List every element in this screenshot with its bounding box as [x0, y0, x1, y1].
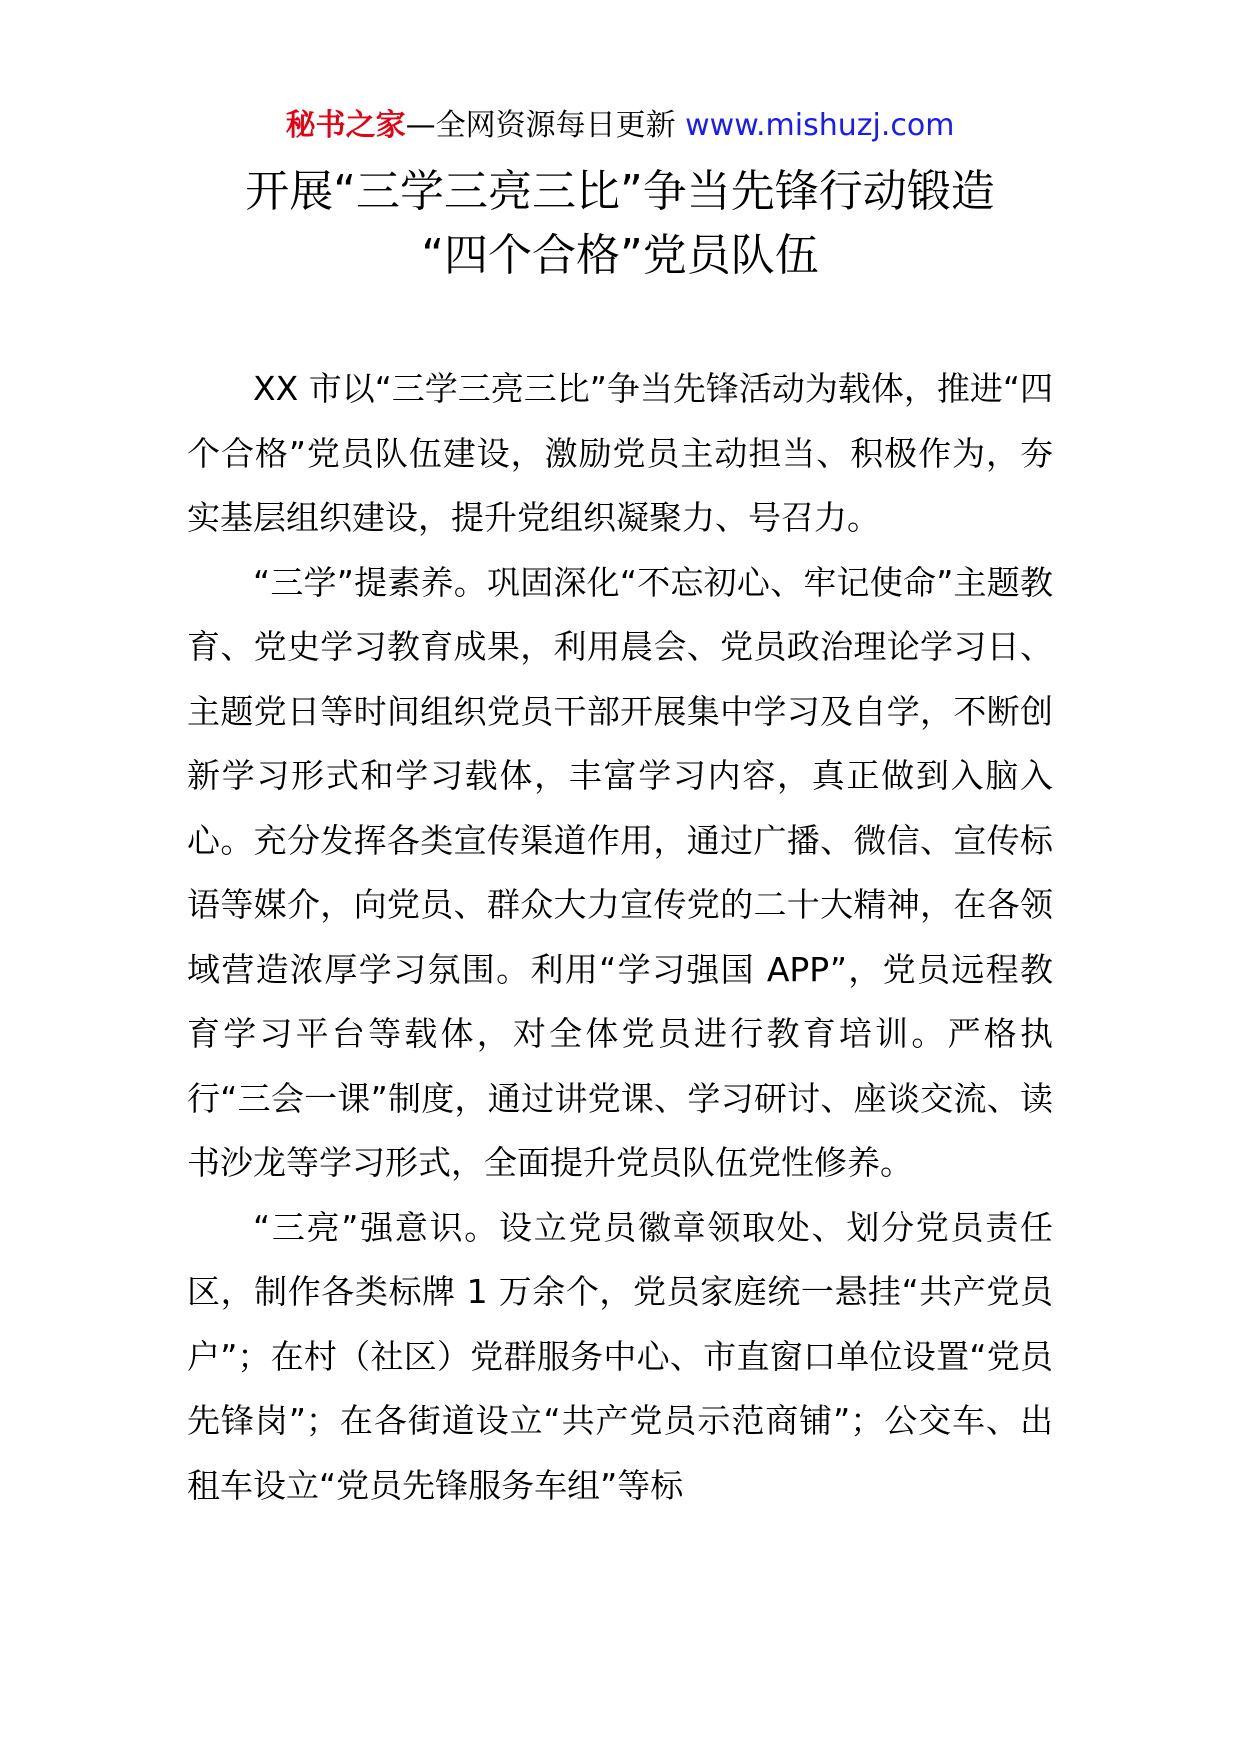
header-tagline: —全网资源每日更新 — [405, 108, 686, 143]
document-body — [187, 357, 1053, 1518]
paragraph-three-show: “三亮”强意识。设立党员徽章领取处、划分党员责任区，制作各类标牌 1 万余个，党员家庭统一悬挂“共产党员户”；在村（社区）党群服务中心、市直窗口单位设置“党员先锋岗”；在各街道设立“共产党员示范商铺”；公交车、出租车设立“党员先锋服务车组”等标 — [187, 1207, 1053, 1505]
site-url-link[interactable]: www.mishuzj.com — [685, 108, 955, 143]
brand-name: 秘书之家 — [285, 108, 406, 143]
watermark-header — [0, 104, 1240, 148]
paragraph-three-study: “三学”提素养。巩固深化“不忘初心、牢记使命”主题教育、党史学习教育成果，利用晨会、党员政治理论学习日、主题党日等时间组织党员干部开展集中学习及自学，不断创新学习形式和学习载体，丰富学习内容，真正做到入脑入心。充分发挥各类宣传渠道作用，通过广播、微信、宣传标语等媒介，向党员、群众大力宣传党的二十大精神，在各领域营造浓厚学习氛围。利用“学习强国 APP”，党员远程教育学习平台等载体，对全体党员进行教育培训。严格执行“三会一课”制度，通过讲党课、学习研讨、座谈交流、读书沙龙等学习形式，全面提升党员队伍党性修养。 — [187, 562, 1053, 1182]
title-line-1: 开展“三学三亮三比”争当先锋行动锻造 — [245, 166, 995, 217]
document-title — [0, 160, 1240, 288]
paragraph-intro: XX 市以“三学三亮三比”争当先锋活动为载体，推进“四个合格”党员队伍建设，激励党员主动担当、积极作为，夯实基层组织建设，提升党组织凝聚力、号召力。 — [187, 369, 1053, 537]
title-line-2: “四个合格”党员队伍 — [421, 230, 819, 281]
